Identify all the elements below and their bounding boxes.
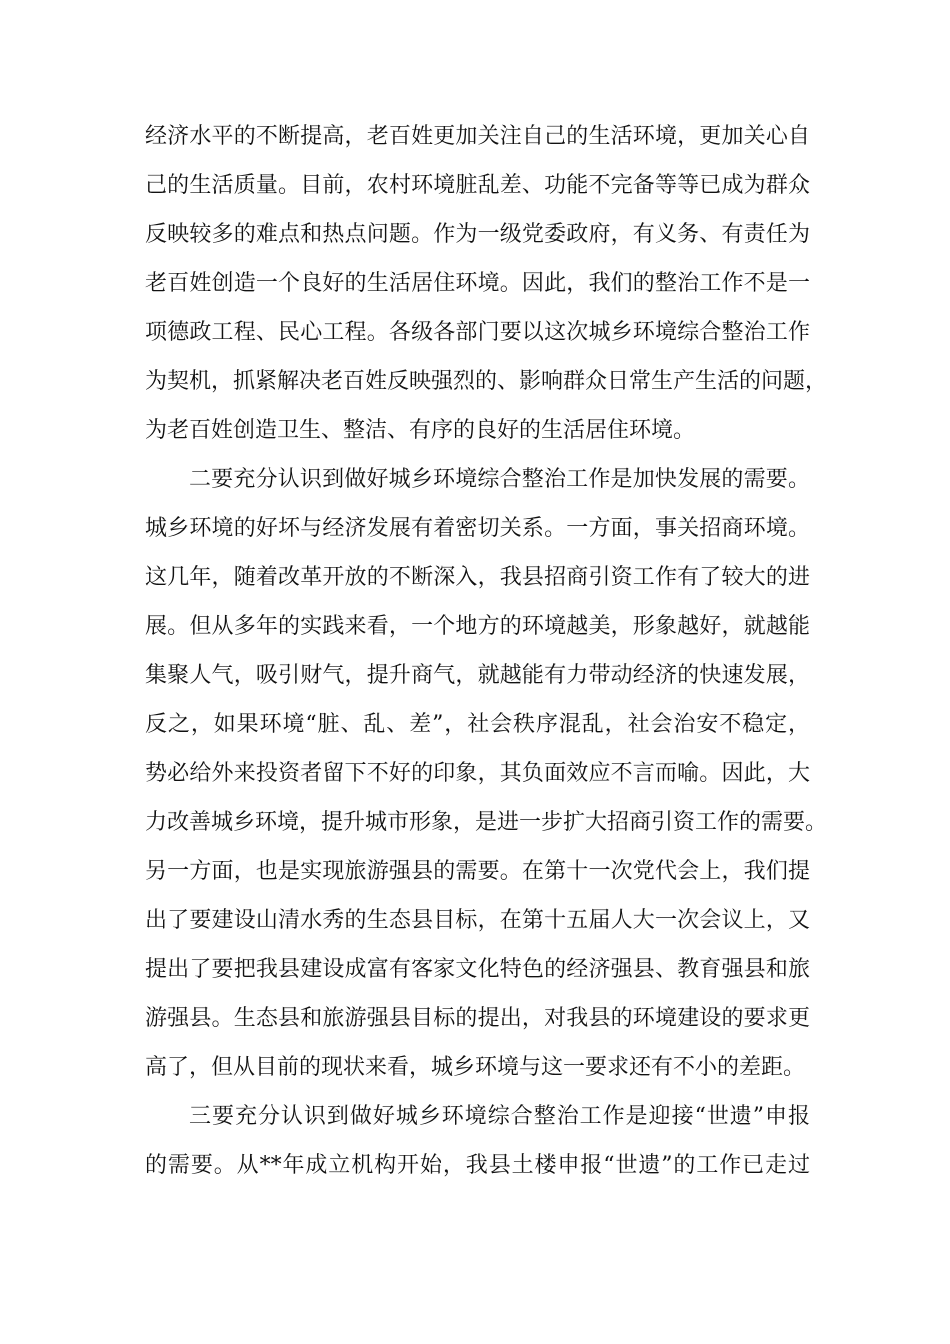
paragraph-1-line-1: 经济水平的不断提高，老百姓更加关注自己的生活环境，更加关心自	[145, 124, 810, 149]
paragraph-2-line-1: 二要充分认识到做好城乡环境综合整治工作是加快发展的需要。	[189, 467, 810, 492]
paragraph-2-line-3: 这几年，随着改革开放的不断深入，我县招商引资工作有了较大的进	[145, 565, 810, 590]
paragraph-2-line-6: 反之，如果环境“脏、乱、差”，社会秩序混乱，社会治安不稳定，	[145, 712, 810, 737]
paragraph-2-line-12: 游强县。生态县和旅游强县目标的提出，对我县的环境建设的要求更	[145, 1006, 810, 1031]
paragraph-1-line-2: 己的生活质量。目前，农村环境脏乱差、功能不完备等等已成为群众	[145, 173, 810, 198]
paragraph-2-line-11: 提出了要把我县建设成富有客家文化特色的经济强县、教育强县和旅	[145, 957, 810, 982]
paragraph-2-line-7: 势必给外来投资者留下不好的印象，其负面效应不言而喻。因此，大	[145, 761, 810, 786]
document-body	[145, 112, 828, 1190]
paragraph-3-line-1: 三要充分认识到做好城乡环境综合整治工作是迎接“世遗”申报	[189, 1104, 810, 1129]
paragraph-2-line-8: 力改善城乡环境，提升城市形象，是进一步扩大招商引资工作的需要。	[145, 810, 828, 835]
paragraph-2-line-4: 展。但从多年的实践来看，一个地方的环境越美，形象越好，就越能	[145, 614, 810, 639]
paragraph-1-line-5: 项德政工程、民心工程。各级各部门要以这次城乡环境综合整治工作	[145, 320, 810, 345]
paragraph-2-line-5: 集聚人气，吸引财气，提升商气，就越能有力带动经济的快速发展，	[145, 663, 810, 688]
paragraph-1-line-7: 为老百姓创造卫生、整洁、有序的良好的生活居住环境。	[145, 418, 696, 443]
paragraph-2-line-13: 高了，但从目前的现状来看，城乡环境与这一要求还有不小的差距。	[145, 1055, 806, 1080]
paragraph-1-line-4: 老百姓创造一个良好的生活居住环境。因此，我们的整治工作不是一	[145, 271, 810, 296]
paragraph-2-line-10: 出了要建设山清水秀的生态县目标，在第十五届人大一次会议上，又	[145, 908, 810, 933]
paragraph-1-line-3: 反映较多的难点和热点问题。作为一级党委政府，有义务、有责任为	[145, 222, 810, 247]
paragraph-2-line-2: 城乡环境的好坏与经济发展有着密切关系。一方面，事关招商环境。	[145, 516, 810, 541]
paragraph-3-line-2: 的需要。从**年成立机构开始，我县土楼申报“世遗”的工作已走过	[145, 1153, 810, 1178]
paragraph-2-line-9: 另一方面，也是实现旅游强县的需要。在第十一次党代会上，我们提	[145, 859, 810, 884]
paragraph-1-line-6: 为契机，抓紧解决老百姓反映强烈的、影响群众日常生产生活的问题，	[145, 369, 828, 394]
